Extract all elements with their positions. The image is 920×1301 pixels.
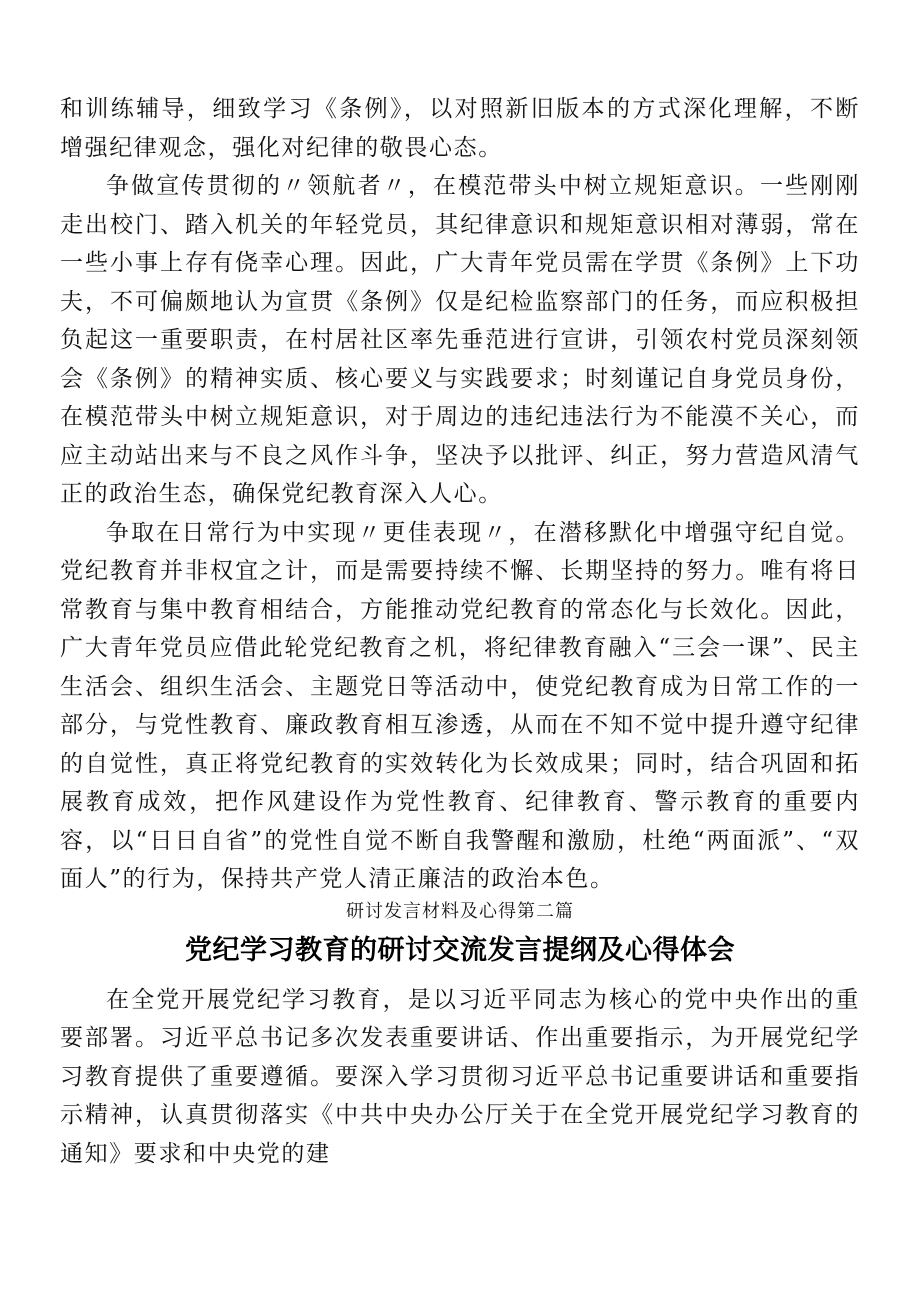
paragraph-continuation: 和训练辅导，细致学习《条例》，以对照新旧版本的方式深化理解，不断增强纪律观念，强化对纪律的敬畏心态。 (60, 96, 860, 161)
paragraph-daily-conduct: 争取在日常行为中实现〃更佳表现〃，在潜移默化中增强守纪自觉。党纪教育并非权宜之计，而是需要持续不懈、长期坚持的努力。唯有将日常教育与集中教育相结合，方能推动党纪教育的常态化与长效化。因此，广大青年党员应借此轮党纪教育之机，将纪律教育融入“三会一课”、民主生活会、组织生活会、主题党日等活动中，使党纪教育成为日常工作的一部分，与党性教育、廉政教育相互渗透，从而在不知不觉中提升遵守纪律的自觉性，真正将党纪教育的实效转化为长效成果；同时，结合巩固和拓展教育成效，把作风建设作为党性教育、纪律教育、警示教育的重要内容，以“日日自省”的党性自觉不断自我警醒和激励，杜绝“两面派”、“双面人”的行为，保持共产党人清正廉洁的政治本色。 (60, 519, 860, 892)
paragraph-intro: 在全党开展党纪学习教育，是以习近平同志为核心的党中央作出的重要部署。习近平总书记多次发表重要讲话、作出重要指示，为开展党纪学习教育提供了重要遵循。要深入学习贯彻习近平总书记重要讲话和重要指示精神，认真贯彻落实《中共中央办公厅关于在全党开展党纪学习教育的通知》要求和中央党的建 (60, 986, 860, 1167)
document-title: 党纪学习教育的研讨交流发言提纲及心得体会 (185, 934, 735, 966)
document-body (60, 90, 860, 1173)
paragraph-navigator: 争做宣传贯彻的〃领航者〃，在模范带头中树立规矩意识。一些刚刚走出校门、踏入机关的年轻党员，其纪律意识和规矩意识相对薄弱，常在一些小事上存有侥幸心理。因此，广大青年党员需在学贯《条例》上下功夫，不可偏颇地认为宣贯《条例》仅是纪检监察部门的任务，而应积极担负起这一重要职责，在村居社区率先垂范进行宣讲，引领农村党员深刻领会《条例》的精神实质、核心要义与实践要求；时刻谨记自身党员身份，在模范带头中树立规矩意识，对于周边的违纪违法行为不能漠不关心，而应主动站出来与不良之风作斗争，坚决予以批评、纠正，努力营造风清气正的政治生态，确保党纪教育深入人心。 (60, 173, 860, 507)
section-label: 研讨发言材料及心得第二篇 (346, 900, 574, 922)
